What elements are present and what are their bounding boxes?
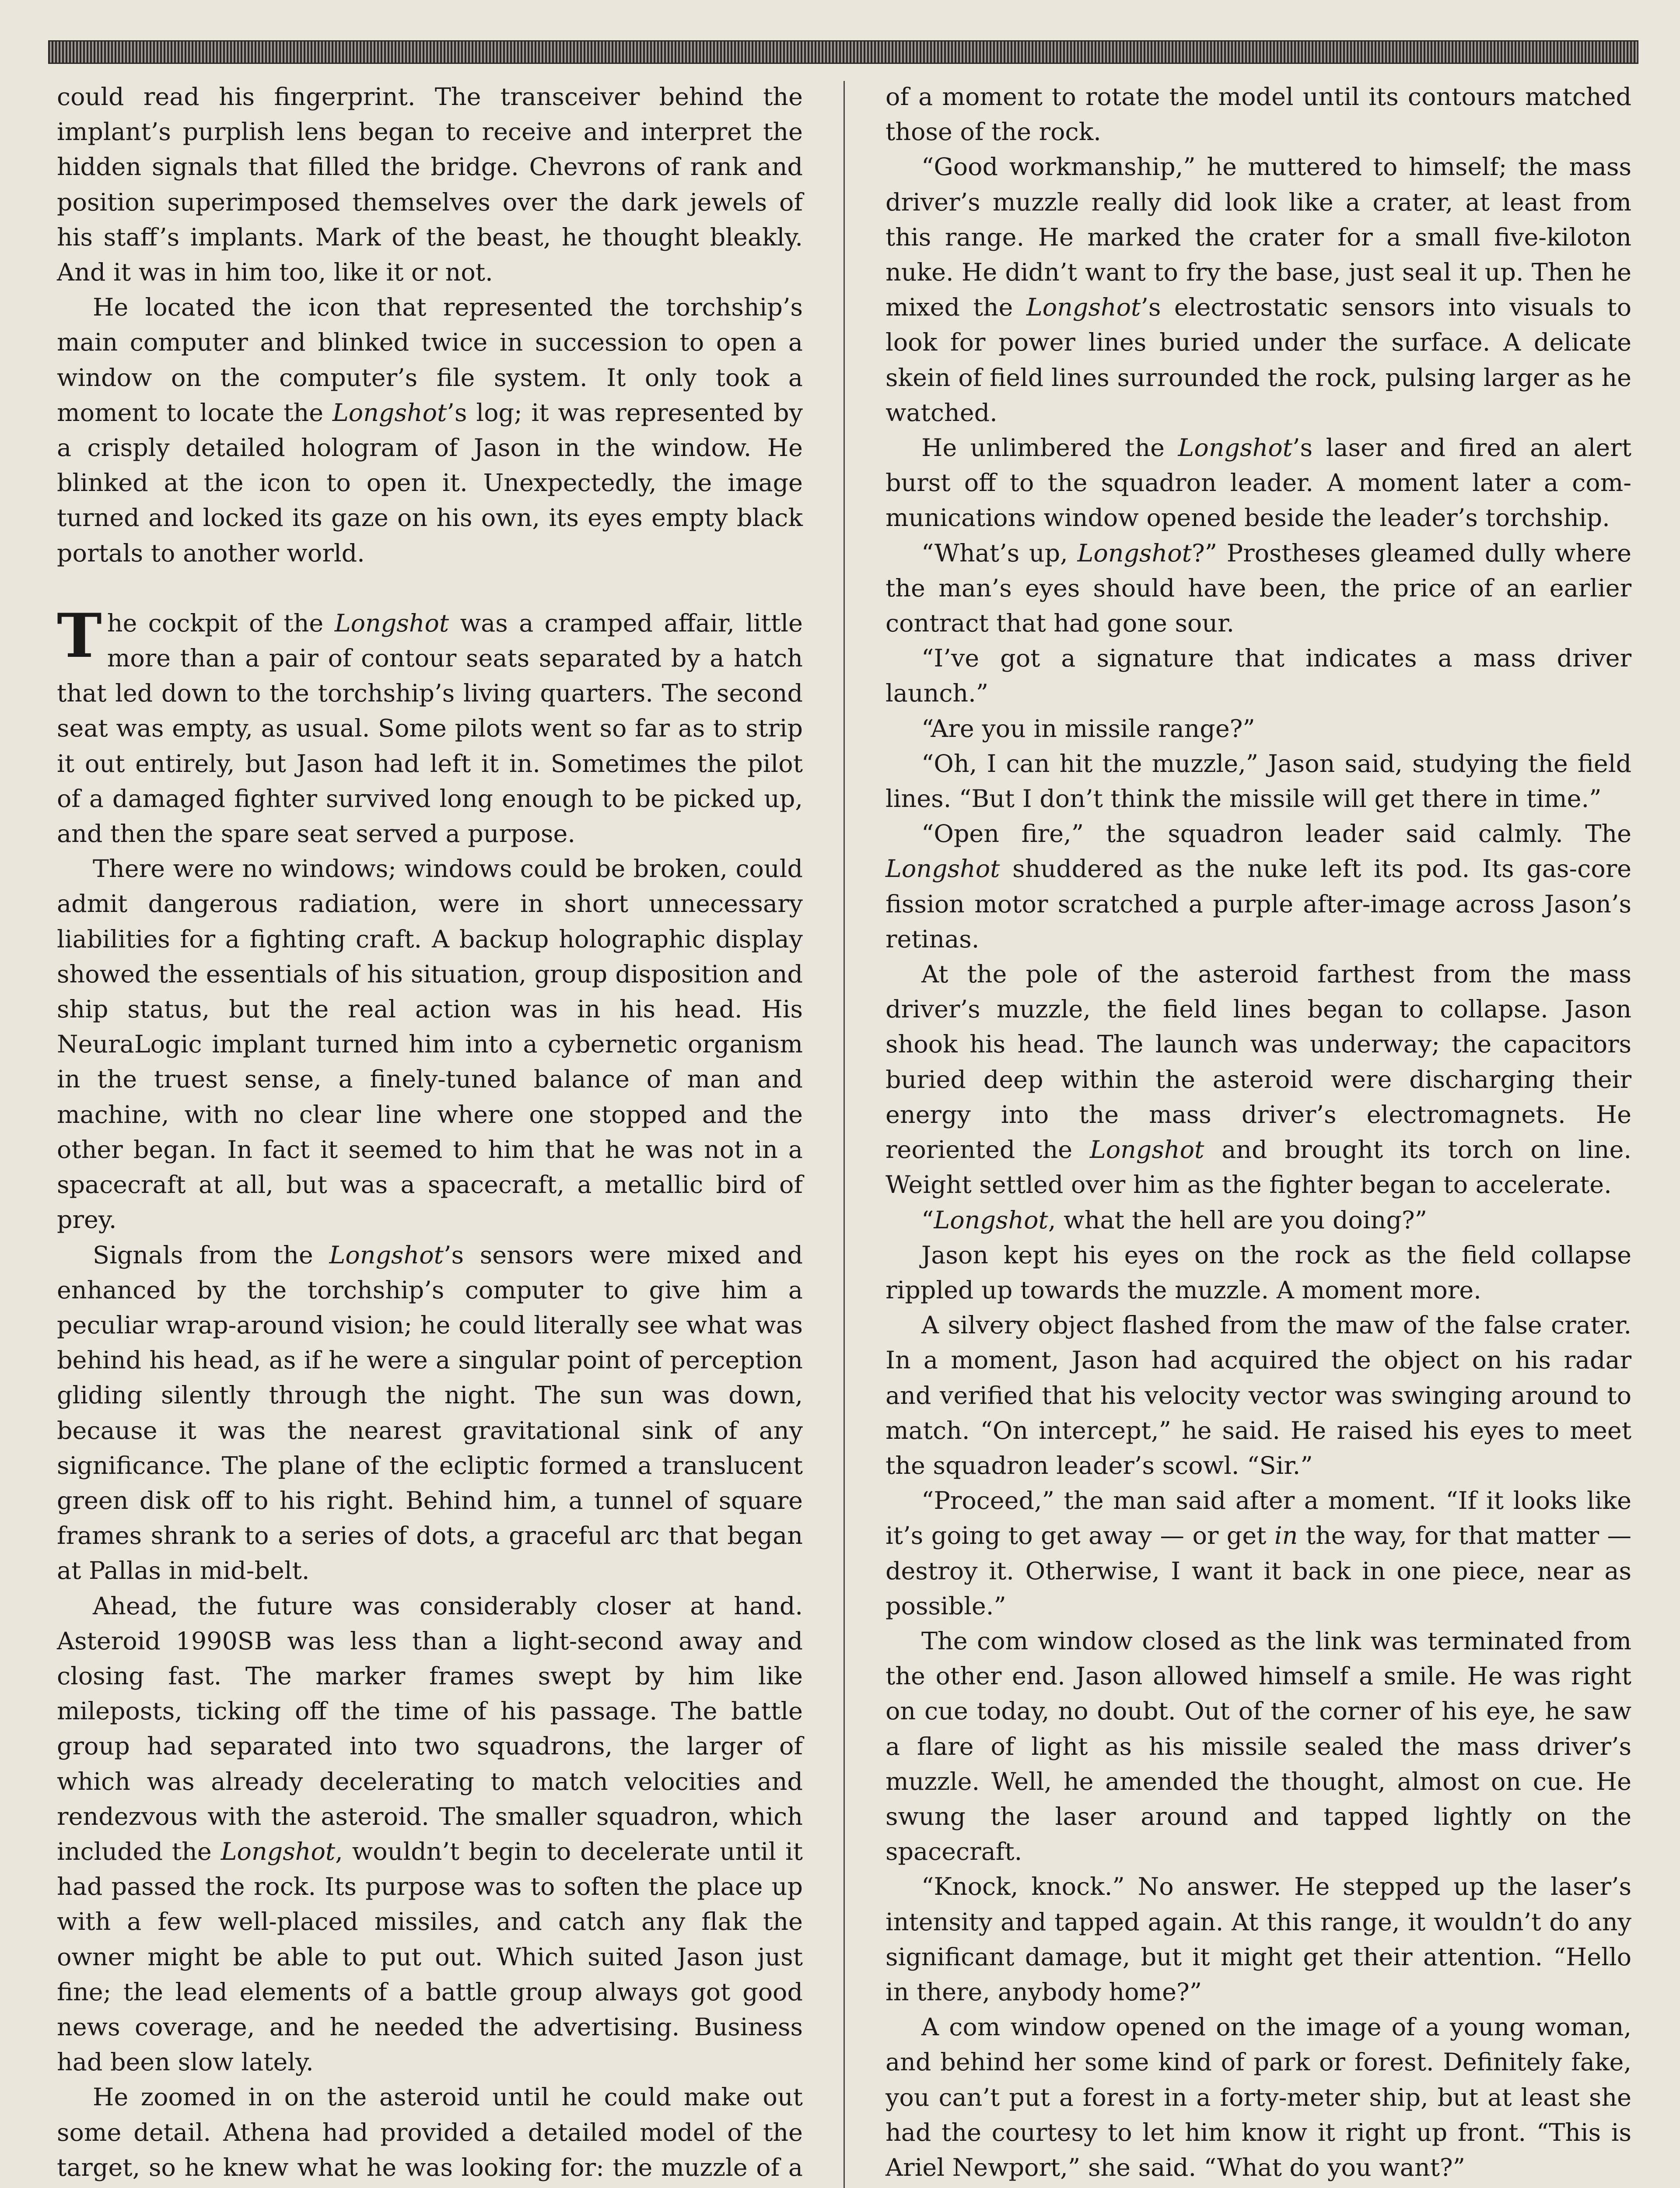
paragraph: He unlimbered the Longshot’s laser and fired an alert burst off to the squadron leader. A moment later a communications window opened beside the leader’s torchship. [886,434,1631,533]
paragraph: “Are you in missile range?” [921,714,1255,743]
paragraph: Jason kept his eyes on the rock as the field collapse rippled up towards the muzzle. A moment more. [886,1241,1631,1304]
paragraph: “Good workmanship,” he muttered to himself; the mass driver’s muzzle really did look like a crater, at least from this range. He marked the crater for a small five-kiloton nuke. He didn’t want to fry the base, just seal it up. Then he mixed the Longshot’s electrostatic sensors into visuals to look for power lines buried under the surface. A delicate skein of field lines surrounded the rock, pulsing larger as he watched. [886,153,1632,427]
paragraph: A silvery object flashed from the maw of the false crater. In a moment, Jason had acquired the object on his radar and verified that his velocity vector was swinging around to match. “On intercept,” he said. He raised his eyes to meet the squadron leader’s scowl. “Sir.” [886,1311,1631,1480]
paragraph: “What’s up, Longshot?” Prostheses gleamed dully where the man’s eyes should have been, the price of an earlier contract that had gone sour. [886,539,1631,638]
paragraph [886,2185,1631,2188]
paragraph: of a moment to rotate the model until its contours matched those of the rock. [886,83,1631,147]
paragraph: At the pole of the asteroid farthest from the mass driver’s muzzle, the field lines began to collapse. Jason shook his head. The launch was underway; the capacitors buried deep within the asteroid were discharging their energy into the mass driver’s electromagnets. He reoriented the Longshot and brought its torch on line. Weight settled over him as the fighter began to accelerate. [886,960,1631,1199]
paragraph: “Open fire,” the squadron leader said calmly. The Longshot shuddered as the nuke left its pod. Its gas-core fission motor scratched a purple after-image across Jason’s retinas. [886,820,1631,954]
paragraph: “Longshot, what the hell are you doing?” [921,1206,1428,1234]
paragraph: He located the icon that represented the torchship’s main computer and blinked twice in succession to open a window on the computer’s file system. It only took a moment to locate the Longshot’s log; it was represented by a crisply detailed hologram of Jason in the window. He blinked at the icon to open it. Unexpectedly, the image turned and locked its gaze on his own, its eyes empty black portals to another world. [57,293,803,568]
paragraph: There were no windows; windows could be broken, could admit dangerous radiation, were in short unnecessary liabilities for a fighting craft. A backup holographic display showed the essentials of his situation, group disposition and ship status, but the real action was in his head. His NeuraLogic implant turned him into a cybernetic organism in the truest sense, a finely-tuned balance of man and machine, with no clear line where one stopped and the other began. In fact it seemed to him that he was not in a spacecraft at all, but was a spacecraft, a metallic bird of prey. [57,855,803,1234]
paragraph: A com window opened on the image of a young woman, and behind her some kind of park or forest. Definitely fake, you can’t put a forest in a forty-meter ship, but at least she had the courtesy to let him know it right up front. “This is Ariel Newport,” she said. “What do you want?” [886,2013,1631,2182]
left-column [57,80,803,2188]
paragraph: “Oh, I can hit the muzzle,” Jason said, studying the field lines. “But I don’t think the missile will get there in time.” [886,749,1631,813]
paragraph: “Proceed,” the man said after a moment. “If it looks like it’s going to get away — or get in the way, for that matter — destroy it. Otherwise, I want it back in one piece, near as possible.” [886,1487,1631,1620]
drop-cap: T [57,600,102,671]
paragraph: Ahead, the future was considerably closer at hand. Asteroid 1990SB was less than a light-second away and closing fast. The marker frames swept by him like mileposts, ticking off the time of his passage. The battle group had separated into two squadrons, the larger of which was already decelerating to match velocities and rendezvous with the asteroid. The smaller squadron, which included the Longshot, wouldn’t begin to decelerate until it had passed the rock. Its purpose was to soften the place up with a few well-placed missiles, and catch any flak the owner might be able to put out. Which suited Jason just fine; the lead elements of a battle group always got good news coverage, and he needed the advertising. Business had been slow lately. [57,1592,803,2077]
section-paragraph: The cockpit of the Longshot was a cramped affair, little more than a pair of contour seats separated by a hatch that led down to the torchship’s living quarters. The second seat was empty, as usual. Some pilots went so far as to strip it out entirely, but Jason had left it in. Sometimes the pilot of a damaged fighter survived long enough to be picked up, and then the spare seat served a purpose. [57,600,803,849]
paragraph: “Knock, knock.” No answer. He stepped up the laser’s intensity and tapped again. At this range, it wouldn’t do any significant damage, but it might get their attention. “Hello in there, anybody home?” [886,1872,1631,2006]
paragraph: He zoomed in on the asteroid until he could make out some detail. Athena had provided a detailed model of the target, so he knew what he was looking for: the muzzle of a [57,2083,803,2182]
decorative-top-rule [48,40,1638,64]
paragraph: “I’ve got a signature that indicates a mass driver launch.” [886,644,1631,708]
paragraph: Signals from the Longshot’s sensors were mixed and enhanced by the torchship’s computer to give him a peculiar wrap-around vision; he could literally see what was behind his head, as if he were a singular point of perception gliding silently through the night. The sun was down, because it was the nearest gravitational sink of any significance. The plane of the ecliptic formed a translucent green disk off to his right. Behind him, a tunnel of square frames shrank to a series of dots, a graceful arc that began at Pallas in mid-belt. [57,1241,803,1585]
paragraph: The com window closed as the link was terminated from the other end. Jason allowed himself a smile. He was right on cue today, no doubt. Out of the corner of his eye, he saw a flare of light as his missile sealed the mass driver’s muzzle. Well, he amended the thought, almost on cue. He swung the laser around and tapped lightly on the spacecraft. [886,1627,1631,1866]
paragraph: could read his fingerprint. The transceiver behind the implant’s purplish lens began to receive and interpret the hidden signals that filled the bridge. Chevrons of rank and position superimposed themselves over the dark jewels of his staff’s implants. Mark of the beast, he thought bleakly. And it was in him too, like it or not. [57,83,803,287]
column-divider [844,81,845,2188]
right-column [886,80,1631,2188]
